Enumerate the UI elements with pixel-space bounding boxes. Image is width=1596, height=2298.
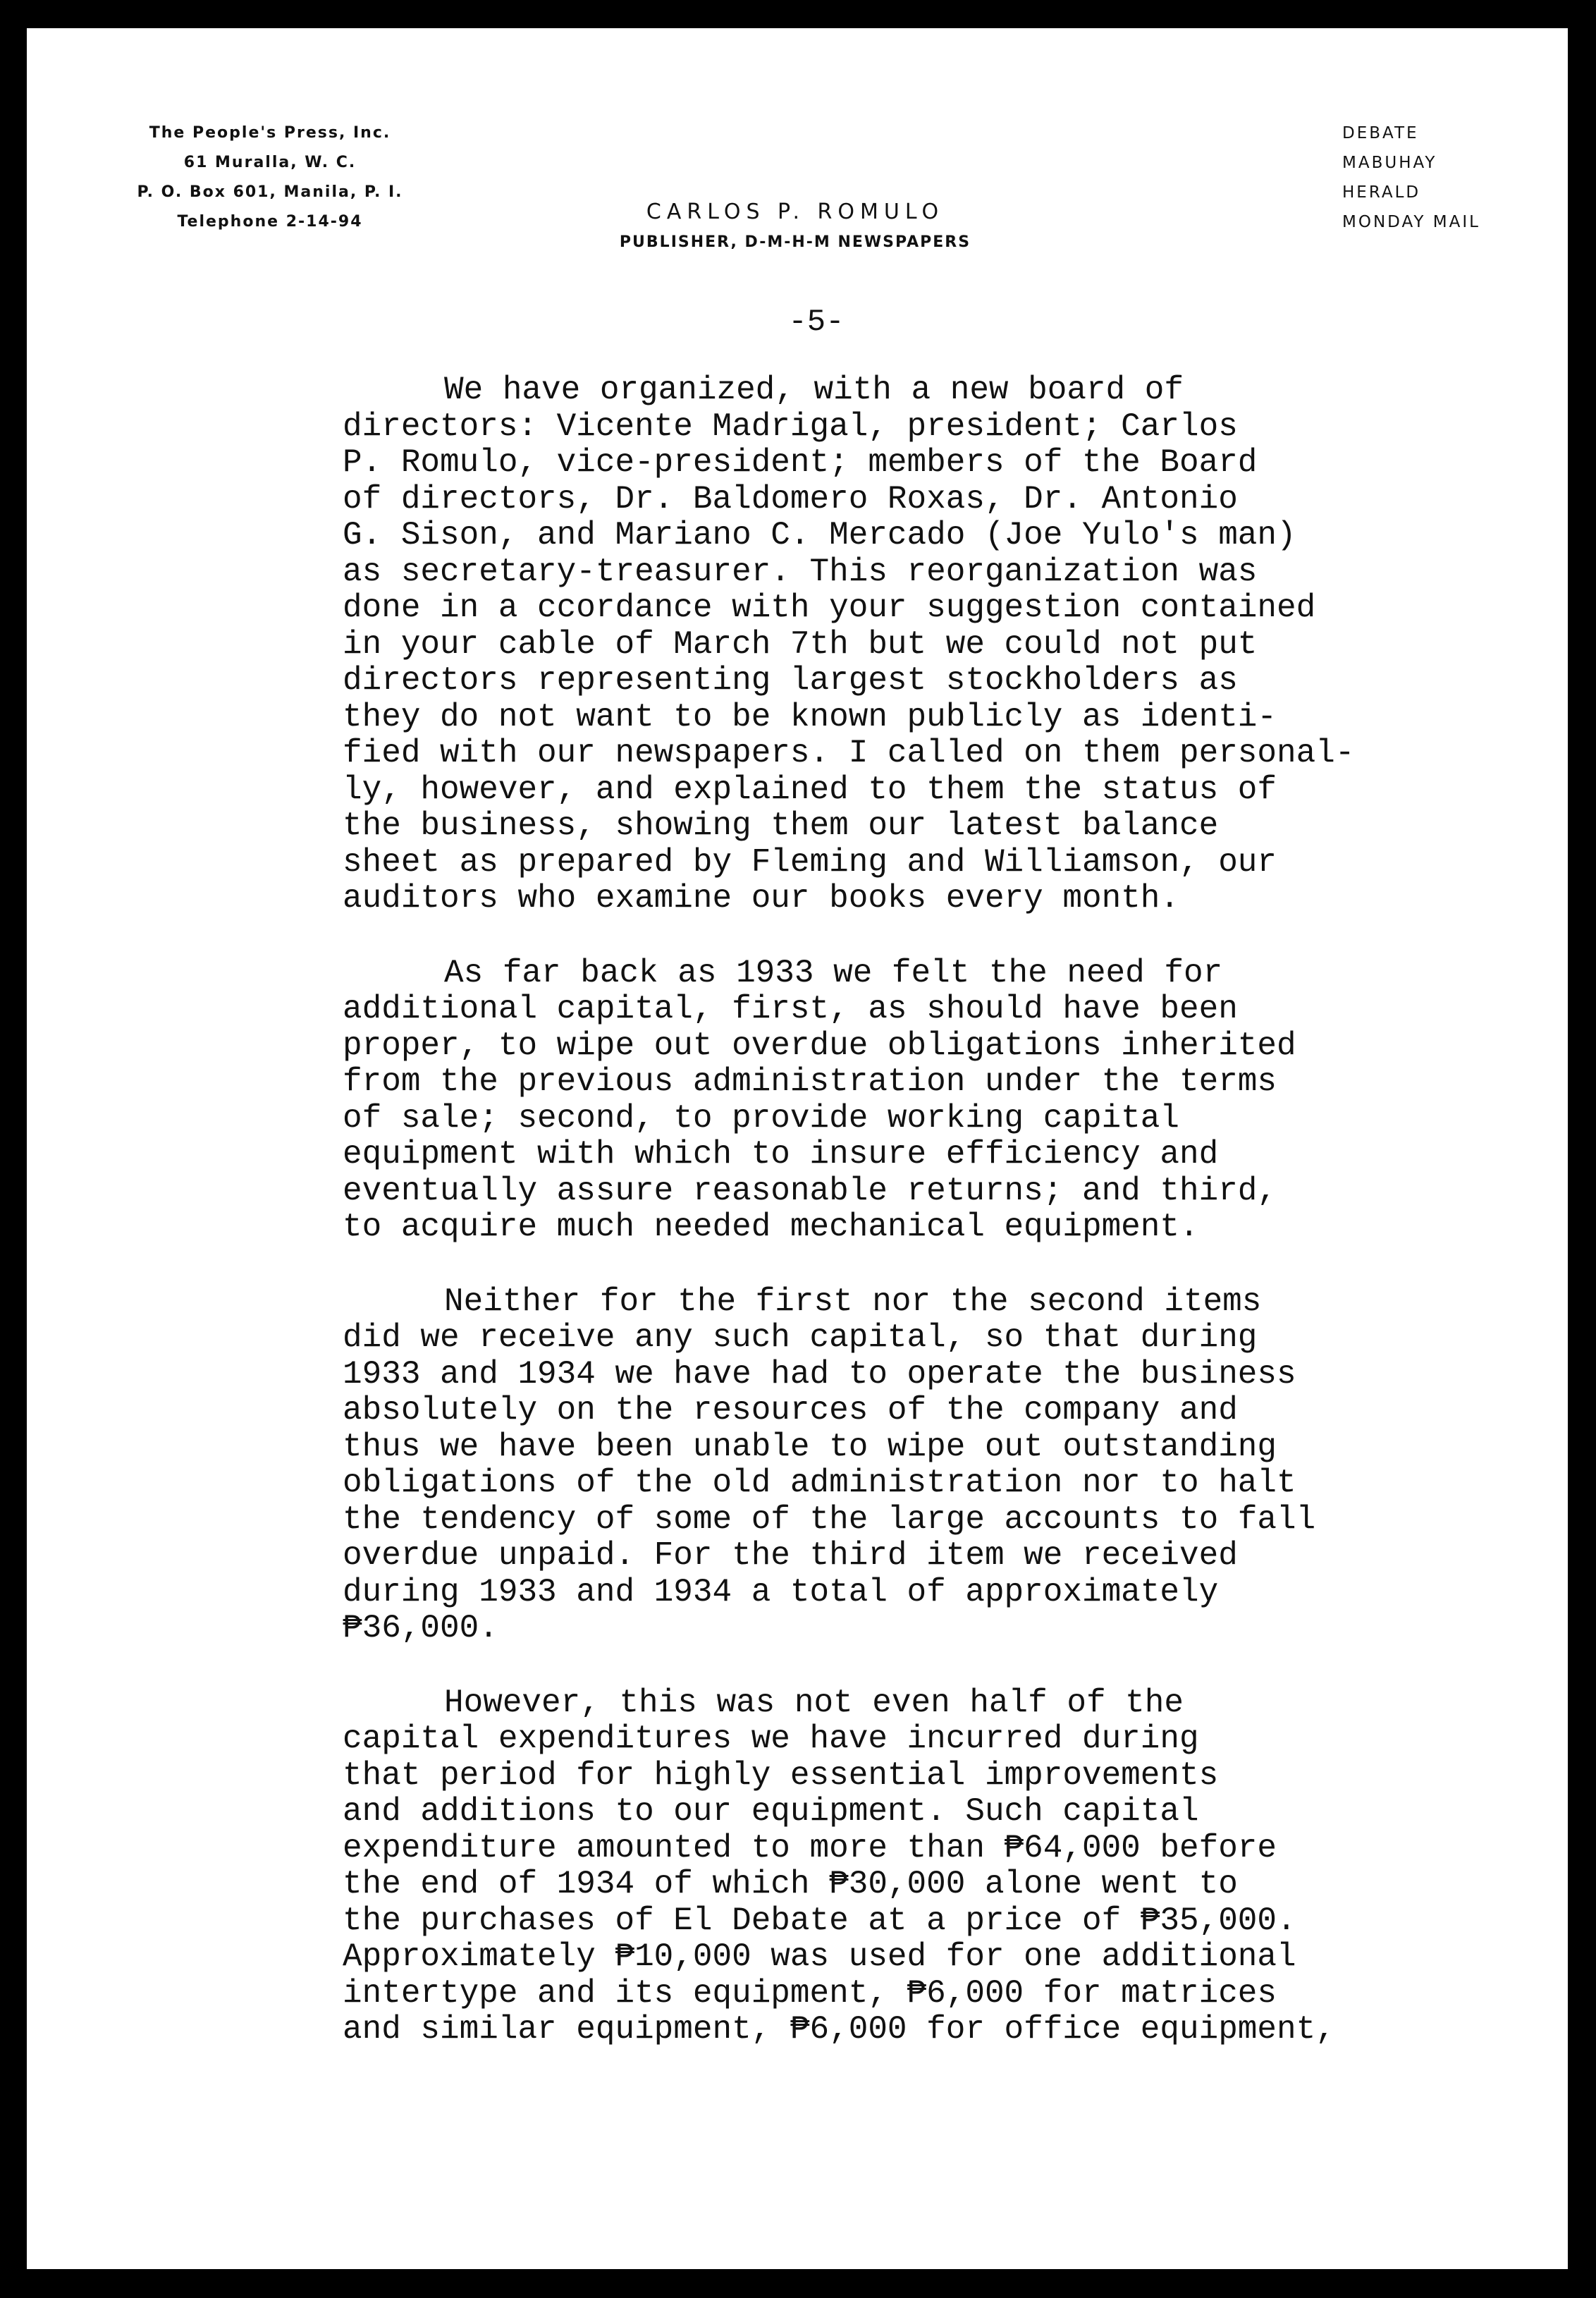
letterhead-company-block	[87, 118, 453, 237]
body-line: and additions to our equipment. Such capital	[343, 1793, 1199, 1830]
newspaper-name: MABUHAY	[1342, 154, 1437, 172]
body-line: of directors, Dr. Baldomero Roxas, Dr. Antonio	[343, 480, 1238, 518]
letter-body	[343, 372, 1485, 2086]
letterhead-address: 61 Muralla, W. C.	[183, 154, 357, 171]
body-line: sheet as prepared by Fleming and Williamson, our	[343, 843, 1277, 881]
body-line: that period for highly essential improvements	[343, 1756, 1219, 1794]
body-line: capital expenditures we have incurred during	[343, 1721, 1199, 1757]
body-line: proper, to wipe out overdue obligations inherited	[343, 1027, 1296, 1064]
body-line: they do not want to be known publicly as identi-	[343, 698, 1277, 735]
body-line: the tendency of some of the large accounts to fall	[343, 1501, 1316, 1538]
body-paragraph	[343, 1685, 1485, 2048]
letterhead-po-box: P. O. Box 601, Manila, P. I.	[137, 183, 403, 201]
body-line: ly, however, and explained to them the status of	[343, 771, 1277, 808]
body-line: intertype and its equipment, ₱6,000 for matrices	[343, 1974, 1277, 2012]
newspaper-name: DEBATE	[1342, 124, 1419, 142]
body-line: did we receive any such capital, so that during	[343, 1319, 1258, 1356]
body-line: As far back as 1933 we felt the need for	[444, 954, 1223, 991]
body-line: during 1933 and 1934 a total of approximately	[343, 1573, 1219, 1611]
body-line: fied with our newspapers. I called on them personal-	[343, 735, 1355, 771]
body-line: Neither for the first nor the second items	[444, 1283, 1262, 1320]
body-line: in your cable of March 7th but we could not put	[343, 625, 1258, 663]
letterhead-publisher-block	[577, 196, 1014, 257]
body-paragraph	[343, 955, 1485, 1246]
letterhead-publisher-title: PUBLISHER, D-M-H-M NEWSPAPERS	[619, 233, 971, 251]
body-line: However, this was not even half of the	[444, 1684, 1184, 1721]
letterhead-company-name: The People's Press, Inc.	[149, 124, 391, 142]
body-line: equipment with which to insure efficiency and	[343, 1136, 1219, 1173]
body-line: additional capital, first, as should have been	[343, 991, 1238, 1027]
body-line: the purchases of El Debate at a price of ₱35,000.	[343, 1902, 1296, 1939]
body-line: We have organized, with a new board of	[444, 372, 1184, 408]
letter-page	[27, 28, 1568, 2269]
newspaper-name: HERALD	[1342, 183, 1421, 202]
body-line: as secretary-treasurer. This reorganization was	[343, 553, 1258, 590]
newspaper-name: MONDAY MAIL	[1342, 213, 1480, 231]
page-number: -5-	[788, 305, 845, 340]
body-line: done in a ccordance with your suggestion contained	[343, 589, 1316, 626]
body-line: Approximately ₱10,000 was used for one additional	[343, 1938, 1296, 1975]
body-line: P. Romulo, vice-president; members of the Board	[343, 444, 1258, 481]
body-line: directors: Vicente Madrigal, president; Carlos	[343, 408, 1238, 445]
body-line: the business, showing them our latest balance	[343, 807, 1219, 844]
body-line: expenditure amounted to more than ₱64,000 before	[343, 1829, 1277, 1866]
body-line: 1933 and 1934 we have had to operate the business	[343, 1355, 1296, 1393]
letterhead-newspapers-list	[1342, 118, 1540, 237]
body-line: absolutely on the resources of the company and	[343, 1392, 1238, 1429]
letterhead-telephone: Telephone 2-14-94	[177, 213, 363, 231]
body-paragraph	[343, 372, 1485, 917]
body-line: and similar equipment, ₱6,000 for office equipment,	[343, 2011, 1335, 2048]
body-line: directors representing largest stockholders as	[343, 662, 1238, 699]
body-line: the end of 1934 of which ₱30,000 alone went to	[343, 1866, 1238, 1902]
body-line: G. Sison, and Mariano C. Mercado (Joe Yulo's man)	[343, 517, 1296, 554]
body-line: of sale; second, to provide working capital	[343, 1099, 1179, 1137]
body-paragraph	[343, 1284, 1485, 1647]
letterhead-publisher-name: CARLOS P. ROMULO	[646, 200, 945, 224]
body-line: from the previous administration under the terms	[343, 1063, 1277, 1100]
body-line: obligations of the old administration nor to halt	[343, 1465, 1296, 1501]
body-line: to acquire much needed mechanical equipment.	[343, 1209, 1199, 1245]
body-line: auditors who examine our books every month.	[343, 880, 1179, 917]
body-line: overdue unpaid. For the third item we received	[343, 1537, 1238, 1574]
body-line: eventually assure reasonable returns; and third,	[343, 1172, 1277, 1209]
body-line: ₱36,000.	[343, 1610, 498, 1646]
body-line: thus we have been unable to wipe out outstanding	[343, 1428, 1277, 1465]
